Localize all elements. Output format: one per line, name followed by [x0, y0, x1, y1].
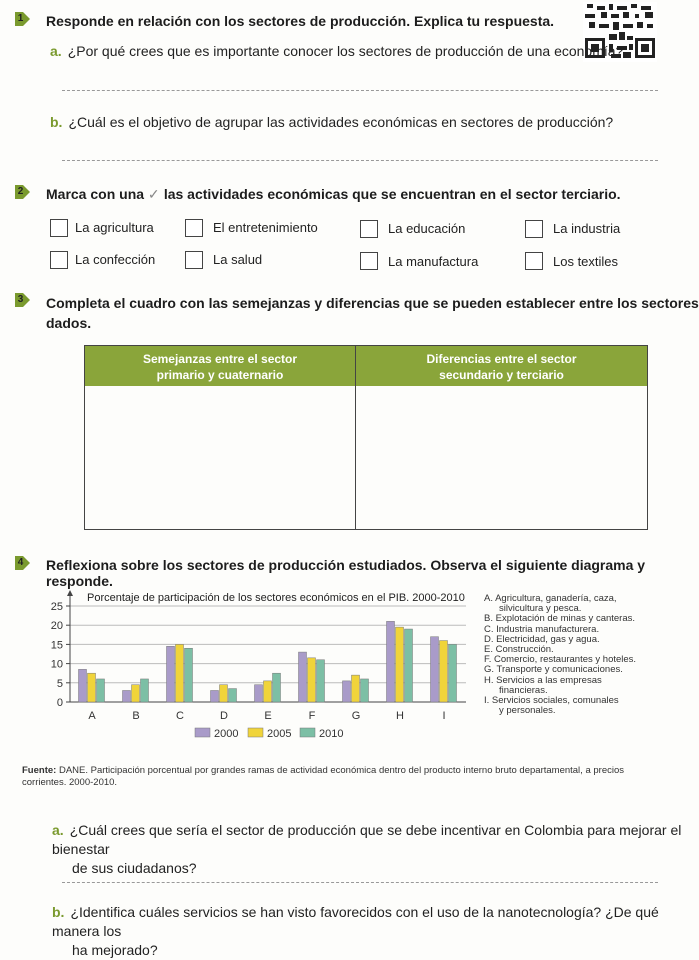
question-4-title: Reflexiona sobre los sectores de producción estudiados. Observa el siguiente diagrama y responde. — [46, 557, 646, 589]
y-tick-label: 0 — [56, 697, 63, 709]
table-header-diferencias-line2: secundario y terciario — [439, 368, 564, 382]
question-1a — [50, 43, 623, 59]
y-tick-label: 20 — [50, 620, 63, 633]
y-axis-arrow-icon — [67, 590, 73, 596]
note-line: C. Industria manufacturera. — [484, 623, 600, 635]
option-entretenimiento: El entretenimiento — [213, 220, 318, 235]
bar-2000-H — [387, 621, 395, 702]
checkbox-salud[interactable] — [185, 251, 203, 269]
legend-swatch-2010 — [300, 728, 315, 737]
x-tick-label: A — [88, 710, 96, 722]
bar-2000-G — [343, 681, 351, 702]
checkbox-entretenimiento[interactable] — [185, 219, 203, 237]
note-line: I. Servicios sociales, comunales — [484, 695, 619, 707]
note-line: B. Explotación de minas y canteras. — [484, 613, 636, 625]
chart-title: Porcentaje de participación de los sectores económicos en el PIB. 2000-2010 — [87, 592, 465, 604]
question-1b — [50, 114, 613, 130]
note-line: G. Transporte y comunicaciones. — [484, 664, 623, 676]
legend-swatch-2000 — [195, 728, 210, 737]
question-1b-letter: b. — [50, 114, 63, 130]
answer-line-1a[interactable] — [62, 90, 658, 91]
x-tick-label: I — [442, 710, 446, 722]
checkbox-agricultura[interactable] — [50, 219, 68, 237]
source-text-2: corrientes. 2000-2010. — [22, 777, 118, 788]
question-4a-text-2: de sus ciudadanos? — [72, 860, 197, 876]
bar-2005-I — [440, 641, 448, 702]
bar-2010-B — [141, 679, 149, 702]
option-industria: La industria — [553, 221, 621, 236]
bar-2005-E — [264, 681, 272, 702]
table-cell-diferencias[interactable] — [356, 386, 647, 529]
table-header-semejanzas-line2: primario y cuaternario — [156, 368, 284, 382]
question-3-title-line1: Completa el cuadro con las semejanzas y diferencias que se pueden establecer entre los sectores — [46, 295, 699, 311]
legend-label-2005: 2005 — [267, 728, 292, 740]
checkbox-textiles[interactable] — [525, 252, 543, 270]
bar-2010-I — [449, 644, 457, 702]
x-tick-label: E — [264, 710, 272, 722]
bar-2010-F — [317, 660, 325, 702]
legend-label-2000: 2000 — [214, 728, 239, 740]
bar-2005-H — [396, 627, 404, 702]
bar-2005-G — [352, 675, 360, 702]
bar-2005-A — [88, 673, 96, 702]
note-line: E. Construcción. — [484, 644, 554, 656]
note-line: D. Electricidad, gas y agua. — [484, 633, 600, 645]
bar-2010-G — [361, 679, 369, 702]
table-header-semejanzas — [85, 346, 355, 386]
source-text: DANE. Participación porcentual por grandes ramas de actividad económica dentro del producto interno bruto departamental, a precios — [56, 765, 624, 776]
note-line: silvicultura y pesca. — [499, 603, 582, 615]
bar-2005-F — [308, 658, 316, 702]
x-tick-label: B — [132, 710, 140, 722]
bar-2000-D — [211, 690, 219, 702]
note-line: H. Servicios a las empresas — [484, 674, 602, 686]
question-1-title: Responde en relación con los sectores de producción. Explica tu respuesta. — [46, 13, 555, 29]
bar-2000-C — [167, 646, 175, 702]
option-agricultura: La agricultura — [75, 220, 154, 235]
question-3-title — [46, 293, 699, 333]
question-1-number-text: 1 — [17, 13, 24, 24]
bar-2010-E — [273, 673, 281, 702]
question-2-title-b: las actividades económicas que se encuentran en el sector terciario. — [163, 186, 621, 202]
y-tick-label: 25 — [50, 601, 63, 613]
question-1-number — [15, 11, 31, 27]
option-manufactura: La manufactura — [388, 254, 479, 269]
bar-2010-H — [405, 629, 413, 702]
question-2-title — [46, 186, 621, 203]
question-3-title-line2: dados. — [46, 315, 92, 331]
note-line: F. Comercio, restaurantes y hoteles. — [484, 654, 637, 666]
question-4b — [52, 903, 699, 960]
checkbox-educacion[interactable] — [360, 220, 378, 238]
answer-line-1b[interactable] — [62, 160, 658, 161]
bar-2005-C — [176, 644, 184, 702]
question-2-number-text: 2 — [17, 186, 24, 197]
x-tick-label: F — [308, 710, 316, 722]
question-1a-text: ¿Por qué crees que es importante conocer los sectores de producción de una economía? — [67, 43, 624, 59]
bar-2005-D — [220, 685, 228, 702]
bar-2005-B — [132, 685, 140, 702]
comparison-table — [84, 345, 648, 530]
question-4b-letter: b. — [52, 904, 65, 920]
y-tick-label: 15 — [50, 639, 63, 652]
bar-2000-A — [79, 669, 87, 702]
question-1b-text: ¿Cuál es el objetivo de agrupar las actividades económicas en sectores de producción? — [68, 114, 614, 130]
legend-swatch-2005 — [248, 728, 263, 737]
source-citation — [22, 765, 682, 789]
checkbox-industria[interactable] — [525, 220, 543, 238]
question-4a-letter: a. — [52, 822, 64, 838]
bar-2000-E — [255, 685, 263, 702]
question-4b-text: ¿Identifica cuáles servicios se han visto favorecidos con el uso de la nanotecnología? ¿De qué manera los — [52, 904, 659, 939]
y-tick-label: 5 — [56, 677, 63, 690]
sector-notes — [484, 594, 636, 716]
option-salud: La salud — [213, 252, 263, 267]
bar-2000-F — [299, 652, 307, 702]
question-4-number-text: 4 — [17, 557, 24, 568]
table-header-semejanzas-line1: Semejanzas entre el sector — [142, 352, 298, 366]
bar-2000-I — [431, 637, 439, 702]
checkbox-manufactura[interactable] — [360, 252, 378, 270]
bar-2000-B — [123, 690, 131, 702]
checkbox-confeccion[interactable] — [50, 251, 68, 269]
question-4a-text: ¿Cuál crees que sería el sector de producción que se debe incentivar en Colombia para mejorar el bienestar — [52, 822, 682, 857]
x-tick-label: G — [351, 710, 361, 722]
question-3-number-text: 3 — [17, 294, 24, 305]
answer-line-4a[interactable] — [62, 882, 658, 883]
option-textiles: Los textiles — [553, 254, 619, 269]
question-4b-text-2: ha mejorado? — [72, 942, 158, 958]
table-header-diferencias-line1: Diferencias entre el sector — [426, 352, 577, 366]
note-line: y personales. — [499, 705, 556, 717]
option-educacion: La educación — [388, 221, 466, 236]
option-confeccion: La confección — [75, 252, 156, 267]
question-2-title-a: Marca con una — [46, 186, 145, 202]
bar-2010-D — [229, 689, 237, 702]
note-line: A. Agricultura, ganadería, caza, — [484, 593, 617, 604]
table-cell-semejanzas[interactable] — [85, 386, 355, 529]
bar-2010-A — [97, 679, 105, 702]
question-4a — [52, 821, 699, 878]
x-tick-label: C — [176, 710, 184, 722]
table-header-diferencias — [356, 346, 647, 386]
legend-label-2010: 2010 — [319, 728, 344, 740]
x-tick-label: H — [396, 710, 404, 722]
question-2-number — [15, 184, 31, 200]
y-tick-label: 10 — [50, 658, 63, 671]
question-3-number — [15, 292, 31, 308]
note-line: financieras. — [499, 684, 548, 696]
source-label: Fuente: — [22, 765, 57, 776]
bar-2010-C — [185, 648, 193, 702]
question-1a-letter: a. — [50, 43, 62, 59]
x-tick-label: D — [220, 710, 228, 722]
question-4-number — [15, 555, 31, 571]
checkmark-icon: ✓ — [147, 186, 160, 202]
